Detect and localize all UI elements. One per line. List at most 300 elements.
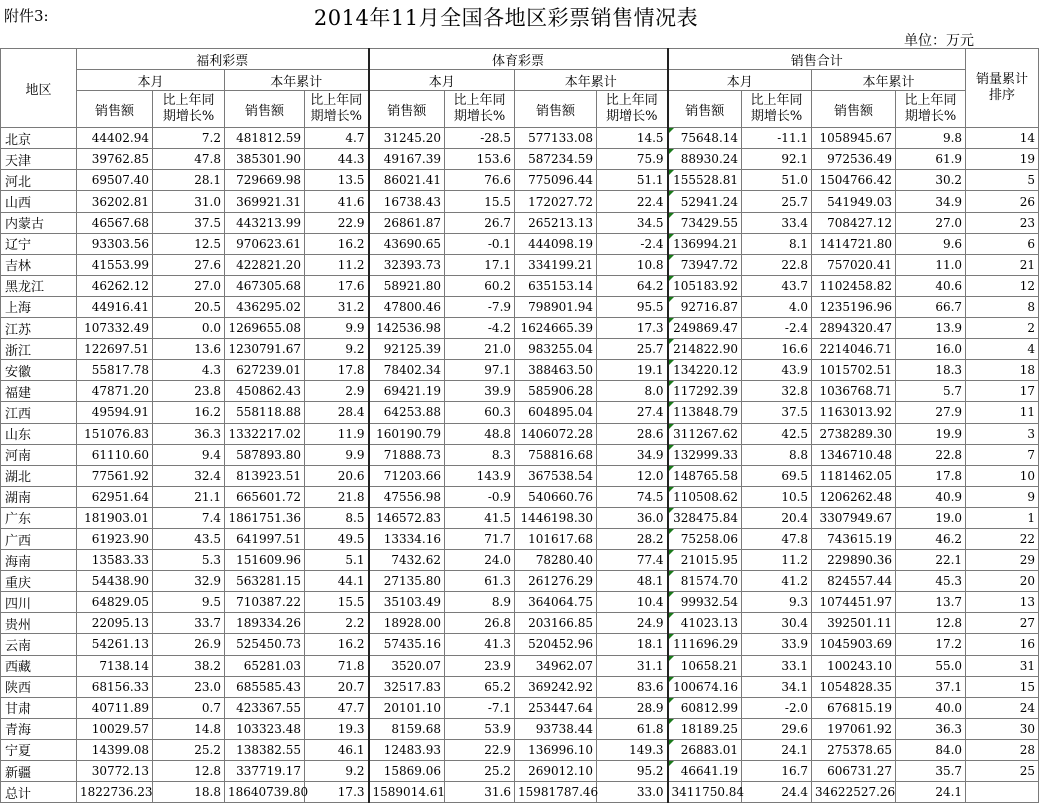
header-yoy-line1: 比上年同 (904, 93, 957, 109)
cell-total-ytd-sales: 824557.44 (812, 571, 896, 592)
cell-total-month-yoy: 37.5 (742, 402, 812, 423)
table-row (1, 761, 1039, 782)
header-region: 地区 (1, 49, 77, 128)
header-yoy-line1: 比上年同 (750, 93, 803, 109)
cell-welfare-month-yoy: 21.1 (153, 486, 225, 507)
cell-total-ytd-sales: 1074451.97 (812, 592, 896, 613)
cell-total-ytd-sales: 1181462.05 (812, 465, 896, 486)
header-yoy (597, 91, 668, 128)
table-row (1, 739, 1039, 760)
cell-welfare-month-yoy: 13.6 (153, 339, 225, 360)
cell-sports-month-yoy: 60.2 (445, 275, 515, 296)
cell-sports-month-sales: 86021.41 (369, 170, 445, 191)
cell-welfare-ytd-yoy: 11.2 (305, 254, 369, 275)
header-rank (966, 49, 1039, 128)
cell-welfare-ytd-sales: 1332217.02 (225, 423, 305, 444)
cell-welfare-ytd-sales: 813923.51 (225, 465, 305, 486)
header-yoy (896, 91, 966, 128)
cell-welfare-month-yoy: 32.4 (153, 465, 225, 486)
cell-total-month-yoy: 33.9 (742, 634, 812, 655)
cell-total-month-yoy: 8.1 (742, 233, 812, 254)
cell-welfare-month-sales: 44916.41 (77, 296, 153, 317)
cell-total-month-yoy: 92.1 (742, 149, 812, 170)
cell-total-ytd-yoy: 46.2 (896, 528, 966, 549)
cell-total-month-sales: 75258.06 (668, 528, 742, 549)
cell-welfare-ytd-yoy: 21.8 (305, 486, 369, 507)
cell-total-ytd-yoy: 45.3 (896, 571, 966, 592)
cell-rank: 1 (966, 507, 1039, 528)
cell-sports-ytd-sales: 758816.68 (515, 444, 597, 465)
cell-welfare-ytd-yoy: 4.7 (305, 128, 369, 149)
cell-total-ytd-sales: 1015702.51 (812, 360, 896, 381)
cell-sports-month-sales: 71888.73 (369, 444, 445, 465)
cell-welfare-ytd-sales: 1861751.36 (225, 507, 305, 528)
cell-welfare-ytd-sales: 337719.17 (225, 761, 305, 782)
cell-total-month-sales: 249869.47 (668, 318, 742, 339)
header-yoy (305, 91, 369, 128)
header-sports: 体育彩票 (369, 49, 668, 70)
cell-total-ytd-yoy: 22.8 (896, 444, 966, 465)
cell-sports-month-yoy: 17.1 (445, 254, 515, 275)
cell-total-ytd-yoy: 16.0 (896, 339, 966, 360)
cell-total-month-sales: 41023.13 (668, 613, 742, 634)
attachment-label: 附件3: (4, 7, 49, 25)
cell-welfare-ytd-yoy: 49.5 (305, 528, 369, 549)
cell-sports-month-sales: 27135.80 (369, 571, 445, 592)
table-row (1, 655, 1039, 676)
cell-welfare-month-sales: 122697.51 (77, 339, 153, 360)
table-row (1, 254, 1039, 275)
header-yoy-line1: 比上年同 (453, 93, 506, 109)
cell-welfare-ytd-yoy: 17.8 (305, 360, 369, 381)
cell-welfare-ytd-sales: 481812.59 (225, 128, 305, 149)
cell-region: 江西 (1, 402, 77, 423)
cell-welfare-month-sales: 69507.40 (77, 170, 153, 191)
cell-sports-month-yoy: 65.2 (445, 676, 515, 697)
cell-sports-ytd-yoy: 95.5 (597, 296, 668, 317)
cell-region: 福建 (1, 381, 77, 402)
cell-total-month-yoy: 41.2 (742, 571, 812, 592)
header-yoy-line2: 期增长% (904, 109, 957, 125)
cell-welfare-month-sales: 44402.94 (77, 128, 153, 149)
cell-region: 黑龙江 (1, 275, 77, 296)
cell-sports-month-yoy: 71.7 (445, 528, 515, 549)
header-yoy-line1: 比上年同 (605, 93, 658, 109)
cell-region: 甘肃 (1, 697, 77, 718)
cell-sports-ytd-yoy: 12.0 (597, 465, 668, 486)
cell-sports-ytd-sales: 101617.68 (515, 528, 597, 549)
header-sales: 销售额 (812, 91, 896, 128)
cell-rank: 13 (966, 592, 1039, 613)
cell-welfare-month-yoy: 23.0 (153, 676, 225, 697)
cell-welfare-ytd-sales: 587893.80 (225, 444, 305, 465)
cell-sports-month-sales: 58921.80 (369, 275, 445, 296)
cell-total-ytd-sales: 1414721.80 (812, 233, 896, 254)
cell-sports-month-sales: 32517.83 (369, 676, 445, 697)
cell-total-ytd-sales: 1058945.67 (812, 128, 896, 149)
cell-welfare-month-sales: 64829.05 (77, 592, 153, 613)
cell-total-month-sales: 155528.81 (668, 170, 742, 191)
cell-total-month-sales: 52941.24 (668, 191, 742, 212)
table-row (1, 381, 1039, 402)
cell-welfare-month-sales: 181903.01 (77, 507, 153, 528)
table-row (1, 782, 1039, 803)
cell-total-month-yoy: 24.1 (742, 739, 812, 760)
cell-total-month-yoy: 25.7 (742, 191, 812, 212)
cell-total-ytd-yoy: 17.2 (896, 634, 966, 655)
cell-sports-ytd-sales: 34962.07 (515, 655, 597, 676)
cell-total-ytd-sales: 34622527.26 (812, 782, 896, 803)
cell-welfare-ytd-sales: 443213.99 (225, 212, 305, 233)
cell-welfare-month-yoy: 12.8 (153, 761, 225, 782)
cell-region: 浙江 (1, 339, 77, 360)
cell-total-month-sales: 100674.16 (668, 676, 742, 697)
cell-total-ytd-yoy: 27.0 (896, 212, 966, 233)
table-row (1, 402, 1039, 423)
cell-total-month-yoy: 33.4 (742, 212, 812, 233)
cell-total-ytd-sales: 606731.27 (812, 761, 896, 782)
cell-sports-ytd-yoy: 95.2 (597, 761, 668, 782)
cell-sports-month-sales: 1589014.61 (369, 782, 445, 803)
cell-welfare-month-yoy: 36.3 (153, 423, 225, 444)
cell-welfare-month-yoy: 0.0 (153, 318, 225, 339)
cell-welfare-month-yoy: 43.5 (153, 528, 225, 549)
cell-welfare-ytd-sales: 970623.61 (225, 233, 305, 254)
cell-sports-month-sales: 8159.68 (369, 718, 445, 739)
cell-welfare-ytd-sales: 525450.73 (225, 634, 305, 655)
cell-sports-ytd-yoy: 10.4 (597, 592, 668, 613)
cell-sports-ytd-sales: 203166.85 (515, 613, 597, 634)
cell-total-month-yoy: 29.6 (742, 718, 812, 739)
cell-total-ytd-sales: 541949.03 (812, 191, 896, 212)
header-yoy (445, 91, 515, 128)
cell-total-ytd-yoy: 37.1 (896, 676, 966, 697)
table-row (1, 233, 1039, 254)
cell-sports-ytd-yoy: 33.0 (597, 782, 668, 803)
cell-welfare-month-yoy: 14.8 (153, 718, 225, 739)
cell-total-ytd-sales: 197061.92 (812, 718, 896, 739)
cell-sports-month-yoy: 48.8 (445, 423, 515, 444)
cell-sports-ytd-sales: 577133.08 (515, 128, 597, 149)
cell-welfare-month-yoy: 38.2 (153, 655, 225, 676)
header-yoy-line2: 期增长% (310, 109, 362, 125)
cell-sports-ytd-yoy: 77.4 (597, 550, 668, 571)
cell-total-ytd-yoy: 19.0 (896, 507, 966, 528)
cell-total-month-yoy: 69.5 (742, 465, 812, 486)
cell-total-ytd-yoy: 24.1 (896, 782, 966, 803)
cell-welfare-month-sales: 40711.89 (77, 697, 153, 718)
cell-total-ytd-yoy: 66.7 (896, 296, 966, 317)
cell-sports-ytd-yoy: 149.3 (597, 739, 668, 760)
cell-welfare-ytd-sales: 450862.43 (225, 381, 305, 402)
cell-welfare-ytd-yoy: 9.2 (305, 761, 369, 782)
cell-welfare-ytd-yoy: 28.4 (305, 402, 369, 423)
cell-welfare-month-sales: 41553.99 (77, 254, 153, 275)
cell-sports-ytd-yoy: 28.9 (597, 697, 668, 718)
cell-total-month-yoy: 47.8 (742, 528, 812, 549)
cell-region: 江苏 (1, 318, 77, 339)
header-yoy-line2: 期增长% (453, 109, 506, 125)
cell-sports-month-yoy: -4.2 (445, 318, 515, 339)
cell-welfare-month-sales: 1822736.23 (77, 782, 153, 803)
cell-total-ytd-yoy: 40.0 (896, 697, 966, 718)
cell-rank: 25 (966, 761, 1039, 782)
header-yoy (742, 91, 812, 128)
cell-sports-month-yoy: -0.1 (445, 233, 515, 254)
cell-region: 河北 (1, 170, 77, 191)
cell-welfare-ytd-yoy: 17.3 (305, 782, 369, 803)
table-row (1, 697, 1039, 718)
header-rank-line1: 销量累计 (976, 72, 1029, 88)
cell-welfare-month-yoy: 33.7 (153, 613, 225, 634)
cell-welfare-ytd-yoy: 41.6 (305, 191, 369, 212)
cell-total-ytd-sales: 1102458.82 (812, 275, 896, 296)
table-row (1, 275, 1039, 296)
cell-sports-month-yoy: 53.9 (445, 718, 515, 739)
cell-total-month-sales: 113848.79 (668, 402, 742, 423)
cell-region: 山东 (1, 423, 77, 444)
cell-total-ytd-yoy: 11.0 (896, 254, 966, 275)
cell-welfare-ytd-sales: 1269655.08 (225, 318, 305, 339)
cell-rank: 21 (966, 254, 1039, 275)
cell-welfare-ytd-sales: 436295.02 (225, 296, 305, 317)
cell-welfare-ytd-sales: 138382.55 (225, 739, 305, 760)
cell-sports-month-yoy: 60.3 (445, 402, 515, 423)
cell-region: 总计 (1, 782, 77, 803)
cell-welfare-ytd-sales: 18640739.80 (225, 782, 305, 803)
cell-region: 云南 (1, 634, 77, 655)
cell-welfare-ytd-yoy: 17.6 (305, 275, 369, 296)
cell-sports-ytd-sales: 369242.92 (515, 676, 597, 697)
table-row (1, 191, 1039, 212)
cell-welfare-month-yoy: 27.6 (153, 254, 225, 275)
header-total-ytd: 本年累计 (812, 70, 966, 91)
cell-sports-month-sales: 78402.34 (369, 360, 445, 381)
cell-region: 四川 (1, 592, 77, 613)
cell-welfare-month-yoy: 23.8 (153, 381, 225, 402)
cell-total-month-yoy: 16.7 (742, 761, 812, 782)
cell-rank: 10 (966, 465, 1039, 486)
cell-sports-month-sales: 142536.98 (369, 318, 445, 339)
cell-region: 天津 (1, 149, 77, 170)
cell-welfare-month-yoy: 7.4 (153, 507, 225, 528)
cell-welfare-month-yoy: 12.5 (153, 233, 225, 254)
cell-sports-ytd-yoy: 64.2 (597, 275, 668, 296)
cell-welfare-ytd-sales: 422821.20 (225, 254, 305, 275)
cell-welfare-ytd-sales: 685585.43 (225, 676, 305, 697)
cell-welfare-month-sales: 107332.49 (77, 318, 153, 339)
cell-sports-ytd-sales: 1406072.28 (515, 423, 597, 444)
cell-welfare-month-sales: 151076.83 (77, 423, 153, 444)
cell-welfare-month-yoy: 4.3 (153, 360, 225, 381)
cell-sports-ytd-sales: 367538.54 (515, 465, 597, 486)
cell-total-ytd-sales: 2894320.47 (812, 318, 896, 339)
cell-total-month-yoy: 22.8 (742, 254, 812, 275)
cell-sports-ytd-sales: 1624665.39 (515, 318, 597, 339)
cell-welfare-month-sales: 39762.85 (77, 149, 153, 170)
cell-total-month-sales: 46641.19 (668, 761, 742, 782)
cell-total-ytd-yoy: 30.2 (896, 170, 966, 191)
cell-sports-month-yoy: 41.5 (445, 507, 515, 528)
cell-total-month-yoy: 33.1 (742, 655, 812, 676)
cell-welfare-ytd-yoy: 11.9 (305, 423, 369, 444)
cell-welfare-month-yoy: 5.3 (153, 550, 225, 571)
cell-sports-ytd-sales: 983255.04 (515, 339, 597, 360)
cell-rank: 24 (966, 697, 1039, 718)
cell-rank: 3 (966, 423, 1039, 444)
cell-sports-ytd-yoy: 24.9 (597, 613, 668, 634)
cell-welfare-ytd-yoy: 2.2 (305, 613, 369, 634)
cell-sports-month-yoy: 15.5 (445, 191, 515, 212)
cell-total-ytd-yoy: 18.3 (896, 360, 966, 381)
cell-total-ytd-yoy: 19.9 (896, 423, 966, 444)
cell-sports-ytd-yoy: 34.5 (597, 212, 668, 233)
cell-total-month-yoy: 16.6 (742, 339, 812, 360)
cell-total-month-yoy: 4.0 (742, 296, 812, 317)
cell-total-month-yoy: 8.8 (742, 444, 812, 465)
cell-total-ytd-yoy: 27.9 (896, 402, 966, 423)
cell-sports-ytd-yoy: 31.1 (597, 655, 668, 676)
cell-sports-ytd-yoy: 34.9 (597, 444, 668, 465)
header-row-2 (1, 70, 1039, 91)
cell-total-month-yoy: 42.5 (742, 423, 812, 444)
cell-total-month-sales: 110508.62 (668, 486, 742, 507)
cell-welfare-ytd-sales: 65281.03 (225, 655, 305, 676)
header-welfare-month: 本月 (77, 70, 225, 91)
cell-total-ytd-yoy: 40.6 (896, 275, 966, 296)
cell-total-month-sales: 81574.70 (668, 571, 742, 592)
cell-region: 湖北 (1, 465, 77, 486)
cell-welfare-ytd-yoy: 9.9 (305, 318, 369, 339)
cell-sports-month-sales: 160190.79 (369, 423, 445, 444)
cell-total-ytd-sales: 2214046.71 (812, 339, 896, 360)
table-row (1, 128, 1039, 149)
cell-total-month-yoy: 24.4 (742, 782, 812, 803)
cell-sports-month-sales: 69421.19 (369, 381, 445, 402)
cell-total-month-sales: 21015.95 (668, 550, 742, 571)
header-rank-line2: 排序 (989, 88, 1016, 104)
cell-total-ytd-sales: 1206262.48 (812, 486, 896, 507)
cell-region: 上海 (1, 296, 77, 317)
cell-region: 吉林 (1, 254, 77, 275)
cell-welfare-month-yoy: 9.5 (153, 592, 225, 613)
cell-sports-ytd-yoy: 51.1 (597, 170, 668, 191)
cell-rank: 11 (966, 402, 1039, 423)
cell-region: 宁夏 (1, 739, 77, 760)
cell-sports-month-yoy: 97.1 (445, 360, 515, 381)
cell-sports-ytd-sales: 261276.29 (515, 571, 597, 592)
cell-sports-ytd-sales: 635153.14 (515, 275, 597, 296)
cell-region: 山西 (1, 191, 77, 212)
cell-total-ytd-yoy: 22.1 (896, 550, 966, 571)
header-welfare-ytd: 本年累计 (225, 70, 369, 91)
cell-total-ytd-sales: 708427.12 (812, 212, 896, 233)
header-row-3 (1, 91, 1039, 128)
cell-sports-ytd-sales: 136996.10 (515, 739, 597, 760)
header-sales: 销售额 (225, 91, 305, 128)
cell-region: 陕西 (1, 676, 77, 697)
cell-sports-month-sales: 71203.66 (369, 465, 445, 486)
cell-total-ytd-sales: 1054828.35 (812, 676, 896, 697)
cell-total-ytd-sales: 972536.49 (812, 149, 896, 170)
cell-welfare-ytd-yoy: 8.5 (305, 507, 369, 528)
header-sales: 销售额 (369, 91, 445, 128)
cell-welfare-ytd-sales: 641997.51 (225, 528, 305, 549)
header-yoy-line2: 期增长% (162, 109, 215, 125)
table-row (1, 360, 1039, 381)
cell-sports-month-sales: 31245.20 (369, 128, 445, 149)
cell-sports-ytd-sales: 604895.04 (515, 402, 597, 423)
cell-sports-month-sales: 15869.06 (369, 761, 445, 782)
table-row (1, 465, 1039, 486)
cell-sports-month-yoy: 26.7 (445, 212, 515, 233)
cell-total-ytd-yoy: 61.9 (896, 149, 966, 170)
cell-welfare-month-yoy: 9.4 (153, 444, 225, 465)
cell-sports-month-yoy: 25.2 (445, 761, 515, 782)
cell-total-month-sales: 26883.01 (668, 739, 742, 760)
cell-welfare-ytd-yoy: 44.1 (305, 571, 369, 592)
table-row (1, 486, 1039, 507)
cell-welfare-month-sales: 46567.68 (77, 212, 153, 233)
cell-sports-ytd-yoy: 8.0 (597, 381, 668, 402)
cell-sports-ytd-yoy: -2.4 (597, 233, 668, 254)
table-row (1, 507, 1039, 528)
cell-sports-month-yoy: 39.9 (445, 381, 515, 402)
cell-sports-ytd-sales: 540660.76 (515, 486, 597, 507)
table-row (1, 528, 1039, 549)
cell-total-month-sales: 136994.21 (668, 233, 742, 254)
cell-region: 河南 (1, 444, 77, 465)
cell-total-month-yoy: 11.2 (742, 550, 812, 571)
cell-welfare-ytd-sales: 151609.96 (225, 550, 305, 571)
cell-welfare-month-sales: 55817.78 (77, 360, 153, 381)
cell-total-ytd-yoy: 55.0 (896, 655, 966, 676)
cell-welfare-ytd-yoy: 20.6 (305, 465, 369, 486)
cell-welfare-month-sales: 47871.20 (77, 381, 153, 402)
cell-region: 广西 (1, 528, 77, 549)
cell-sports-month-sales: 35103.49 (369, 592, 445, 613)
cell-total-month-yoy: -2.4 (742, 318, 812, 339)
cell-total-ytd-sales: 229890.36 (812, 550, 896, 571)
cell-sports-month-yoy: -0.9 (445, 486, 515, 507)
cell-welfare-month-sales: 22095.13 (77, 613, 153, 634)
cell-sports-month-yoy: -28.5 (445, 128, 515, 149)
cell-sports-month-sales: 47556.98 (369, 486, 445, 507)
header-sales: 销售额 (515, 91, 597, 128)
cell-welfare-ytd-yoy: 9.2 (305, 339, 369, 360)
cell-rank: 8 (966, 296, 1039, 317)
cell-region: 辽宁 (1, 233, 77, 254)
cell-sports-month-yoy: 22.9 (445, 739, 515, 760)
cell-sports-ytd-yoy: 19.1 (597, 360, 668, 381)
cell-total-ytd-sales: 1036768.71 (812, 381, 896, 402)
cell-total-month-sales: 148765.58 (668, 465, 742, 486)
cell-rank: 18 (966, 360, 1039, 381)
cell-sports-ytd-sales: 172027.72 (515, 191, 597, 212)
cell-rank: 31 (966, 655, 1039, 676)
cell-welfare-month-sales: 7138.14 (77, 655, 153, 676)
cell-welfare-month-sales: 46262.12 (77, 275, 153, 296)
cell-total-ytd-yoy: 36.3 (896, 718, 966, 739)
table-row (1, 212, 1039, 233)
cell-total-month-yoy: 43.9 (742, 360, 812, 381)
cell-sports-month-yoy: 8.3 (445, 444, 515, 465)
cell-rank: 23 (966, 212, 1039, 233)
cell-total-ytd-yoy: 9.6 (896, 233, 966, 254)
cell-welfare-month-yoy: 0.7 (153, 697, 225, 718)
cell-total-ytd-sales: 1504766.42 (812, 170, 896, 191)
cell-region: 青海 (1, 718, 77, 739)
